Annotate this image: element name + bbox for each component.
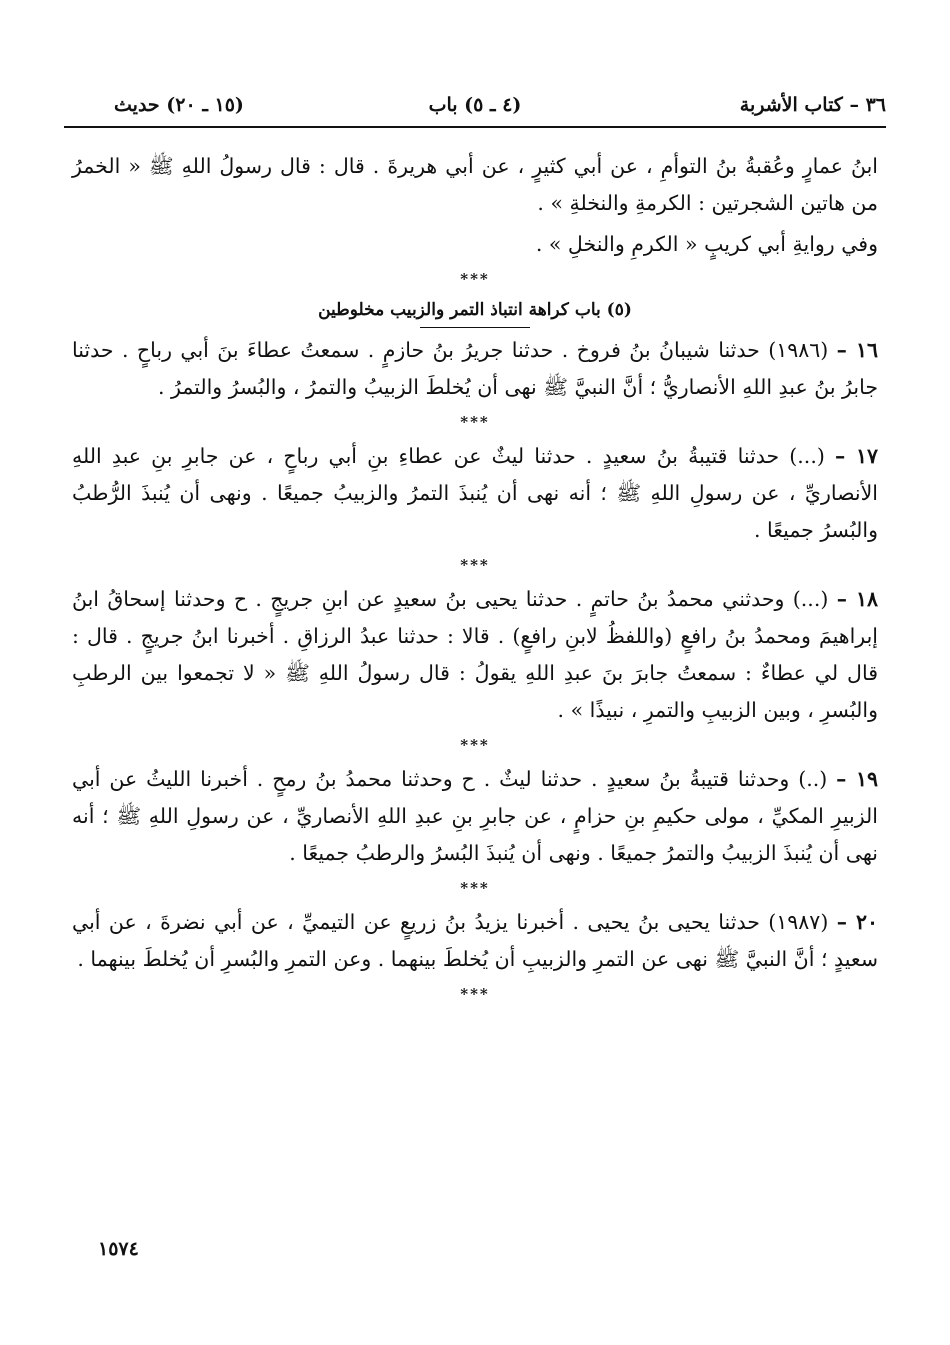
page-body: [72, 148, 878, 1010]
hadith-18: [72, 581, 878, 729]
intro-variant-paragraph: وفي روايةِ أبي كريبٍ « الكرمِ والنخلِ » .: [535, 232, 878, 256]
running-header: [64, 92, 886, 128]
header-book-title: ٣٦ – كتاب الأشربة: [739, 94, 886, 116]
hadith-text: (...) وحدثني محمدُ بنُ حاتمٍ . حدثنا يحيى بنُ سعيدٍ عن ابنِ جريجٍ . ح وحدثنا إسحاقُ ابنُ إبراهيمَ ومحمدُ بنُ رافعٍ (واللفظُ لابنِ رافعٍ) . قالا : حدثنا عبدُ الرزاقِ . أخبرنا ابنُ جريجٍ . قال : قال لي عطاءٌ : سمعتُ جابرَ بنَ عبدِ اللهِ يقولُ : قال رسولُ اللهِ ﷺ « لا تجمعوا بين الرطبِ والبُسرِ ، وبين الزبيبِ والتمرِ ، نبيذًا » .: [72, 587, 878, 722]
hadith-number: ١٧ –: [834, 444, 878, 468]
hadith-number: ١٩ –: [836, 767, 878, 791]
hadith-17: [72, 438, 878, 549]
hadith-16: [72, 332, 878, 406]
hadith-separator: ***: [460, 736, 490, 754]
hadith-number: ١٨ –: [836, 587, 878, 611]
intro-paragraph: ابنُ عمارٍ وعُقبةُ بنُ التوأمِ ، عن أبي كثيرٍ ، عن أبي هريرةَ . قال : قال رسولُ اللهِ ﷺ « الخمرُ من هاتين الشجرتين : الكرمةِ والنخلةِ » .: [72, 154, 878, 215]
hadith-20: [72, 904, 878, 978]
hadith-separator: ***: [460, 879, 490, 897]
hadith-separator: ***: [460, 985, 490, 1003]
page-number: ١٥٧٤: [98, 1238, 139, 1260]
hadith-text: (١٩٨٦) حدثنا شيبانُ بنُ فروخ . حدثنا جريرُ بنُ حازمٍ . سمعتُ عطاءَ بنَ أبي رباحٍ . حدثنا جابرُ بنُ عبدِ اللهِ الأنصاريُّ ؛ أنَّ النبيَّ ﷺ نهى أن يُخلطَ الزبيبُ والتمرُ ، والبُسرُ والتمرُ .: [72, 338, 878, 399]
chapter-title: (٥) باب كراهة انتباذ التمر والزبيب مخلوطين: [318, 300, 632, 320]
section-separator: ***: [460, 270, 490, 288]
hadith-19: [72, 761, 878, 872]
header-chapter-range: (٤ ـ ٥) باب: [428, 94, 522, 116]
hadith-separator: ***: [460, 556, 490, 574]
hadith-number: ١٦ –: [836, 338, 878, 362]
chapter-heading: [72, 295, 878, 328]
header-hadith-range: (١٥ ـ ٢٠) حديث: [114, 94, 244, 116]
hadith-text: (١٩٨٧) حدثنا يحيى بنُ يحيى . أخبرنا يزيدُ بنُ زريعٍ عن التيميِّ ، عن أبي نضرةَ ، عن أبي سعيدٍ ؛ أنَّ النبيَّ ﷺ نهى عن التمرِ والزبيبِ أن يُخلطَ بينهما . وعن التمرِ والبُسرِ أن يُخلطَ بينهما .: [72, 910, 878, 971]
chapter-underline: [420, 327, 530, 328]
hadith-separator: ***: [460, 413, 490, 431]
hadith-text: (..) وحدثنا قتيبةُ بنُ سعيدٍ . حدثنا ليثٌ . ح وحدثنا محمدُ بنُ رمحٍ . أخبرنا الليثُ عن أبي الزبيرِ المكيِّ ، مولى حكيمِ بنِ حزامٍ ، عن جابرِ بنِ عبدِ اللهِ الأنصاريِّ ، عن رسولِ اللهِ ﷺ ؛ أنه نهى أن يُنبذَ الزبيبُ والتمرُ جميعًا . ونهى أن يُنبذَ البُسرُ والرطبُ جميعًا .: [72, 767, 878, 865]
hadith-text: (...) حدثنا قتيبةُ بنُ سعيدٍ . حدثنا ليثٌ عن عطاءِ بنِ أبي رباحٍ ، عن جابرِ بنِ عبدِ اللهِ الأنصاريِّ ، عن رسولِ اللهِ ﷺ ؛ أنه نهى أن يُنبذَ التمرُ والزبيبُ جميعًا . ونهى أن يُنبذَ الرُّطبُ والبُسرُ جميعًا .: [72, 444, 878, 542]
hadith-number: ٢٠ –: [836, 910, 878, 934]
